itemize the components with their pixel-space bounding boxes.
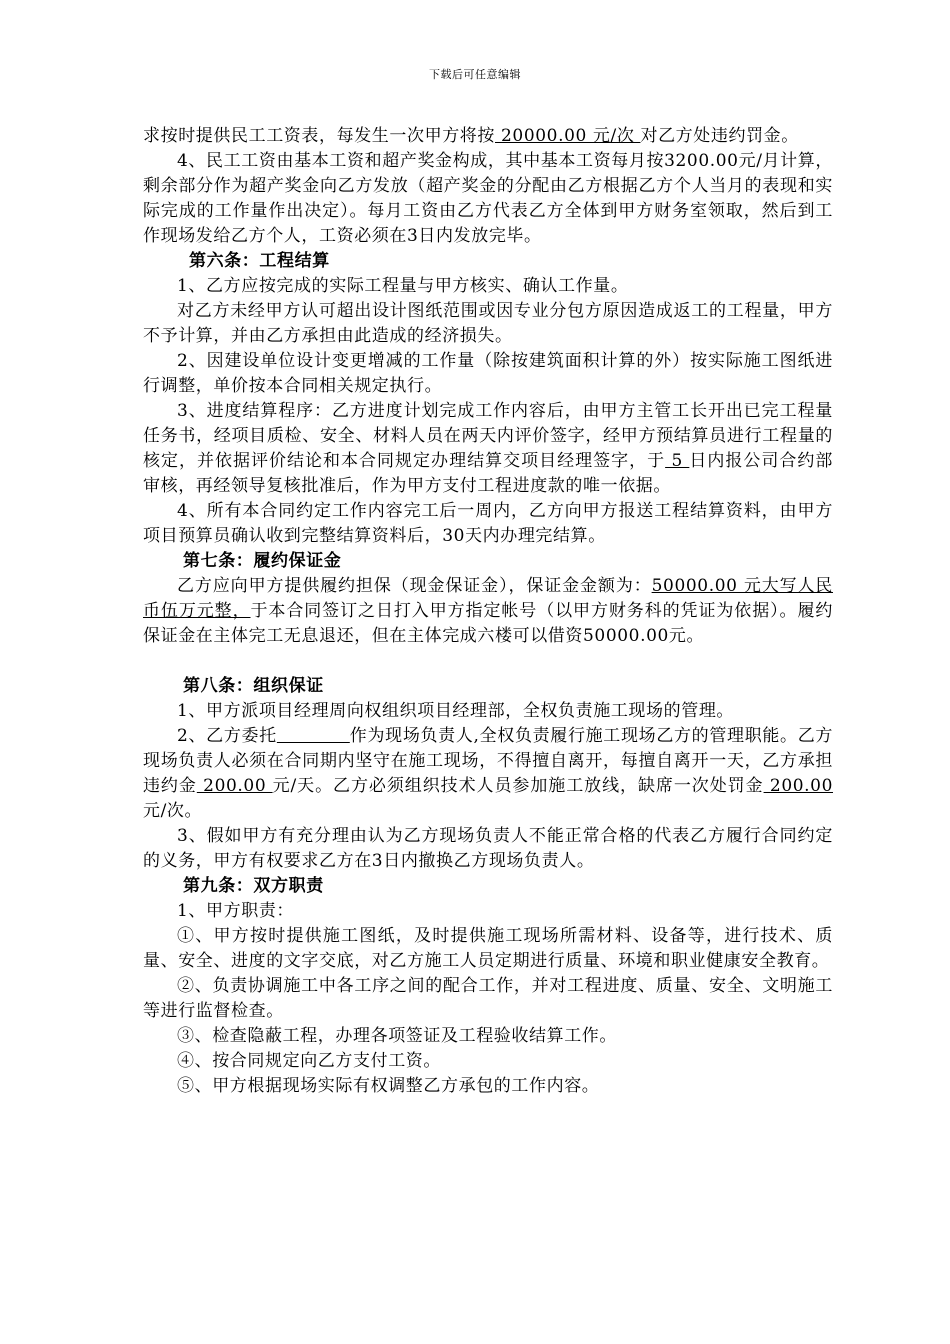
- page-header: 下载后可任意编辑: [429, 68, 521, 81]
- document-body: [143, 124, 833, 1099]
- paragraph: ⑤、甲方根据现场实际有权调整乙方承包的工作内容。: [177, 1076, 600, 1096]
- paragraph-wages: 4、民工工资由基本工资和超产奖金构成，其中基本工资每月按3200.00元/月计算，剩余部分作为超产奖金向乙方发放（超产奖金的分配由乙方根据乙方个人当月的表现和实际完成的工作量作出决定）。每月工资由乙方代表乙方全体到甲方财务室领取，然后到工作现场发给乙方个人，工资必须在3日内发放完毕。: [143, 151, 833, 246]
- paragraph: [143, 724, 833, 824]
- paragraph: ④、按合同规定向乙方支付工资。: [177, 1051, 441, 1071]
- paragraph: 4、所有本合同约定工作内容完工后一周内，乙方向甲方报送工程结算资料，由甲方项目预算员确认收到完整结算资料后，30天内办理完结算。: [143, 501, 833, 546]
- section-title-9: 第九条：双方职责: [183, 876, 324, 896]
- underlined-amount: 20000.00 元/次: [495, 126, 641, 146]
- text: 乙方应向甲方提供履约担保（现金保证金），保证金金额为：: [177, 576, 652, 596]
- text: 2、乙方委托: [177, 726, 277, 746]
- paragraph: 1、甲方派项目经理周向权组织项目经理部，全权负责施工现场的管理。: [177, 701, 735, 721]
- paragraph-penalty: [143, 124, 833, 149]
- paragraph: 1、甲方职责：: [177, 901, 295, 921]
- section-title-8: 第八条：组织保证: [183, 676, 324, 696]
- text: 对乙方处违约罚金。: [640, 126, 799, 146]
- underlined-amount: 50000.00 元大写人民币伍万元整，: [143, 576, 833, 621]
- paragraph: 3、假如甲方有充分理由认为乙方现场负责人不能正常合格的代表乙方履行合同约定的义务，甲方有权要求乙方在3日内撤换乙方现场负责人。: [143, 826, 833, 871]
- paragraph: ②、负责协调施工中各工序之间的配合工作，并对工程进度、质量、安全、文明施工等进行监督检查。: [143, 976, 833, 1021]
- underlined-blank: [277, 726, 350, 746]
- text: 日内报公司合约部审核，再经领导复核批准后，作为甲方支付工程进度款的唯一依据。: [143, 451, 833, 496]
- underlined-amount: 200.00: [763, 776, 833, 796]
- underlined-amount: 200.00: [196, 776, 273, 796]
- text: 作为现场负责人,全权负责履行施工现场乙方的管理职能。乙方现场负责人必须在合同期内坚守在施工现场，不得擅自离开，每擅自离开一天，乙方承担违约金: [143, 726, 833, 796]
- paragraph: 对乙方未经甲方认可超出设计图纸范围或因专业分包方原因造成返工的工程量，甲方不予计算，并由乙方承担由此造成的经济损失。: [143, 301, 833, 346]
- underlined-days: 5: [665, 451, 690, 471]
- paragraph: 1、乙方应按完成的实际工程量与甲方核实、确认工作量。: [177, 276, 629, 296]
- paragraph: ①、甲方按时提供施工图纸，及时提供施工现场所需材料、设备等，进行技术、质量、安全、进度的文字交底，对乙方施工人员定期进行质量、环境和职业健康安全教育。: [143, 926, 833, 971]
- blank-line: [143, 649, 833, 674]
- paragraph: [143, 399, 833, 499]
- paragraph: ③、检查隐蔽工程，办理各项签证及工程验收结算工作。: [177, 1026, 617, 1046]
- text: 3、进度结算程序：乙方进度计划完成工作内容后，由甲方主管工长开出已完工程量任务书，经项目质检、安全、材料人员在两天内评价签字，经甲方预结算员进行工程量的核定，并依据评价结论和本合同规定办理结算交项目经理签字，于: [143, 401, 833, 471]
- section-title-7: 第七条：履约保证金: [183, 551, 342, 571]
- text: 于本合同签订之日打入甲方指定帐号（以甲方财务科的凭证为依据）。履约保证金在主体完工无息退还，但在主体完成六楼可以借资50000.00元。: [143, 601, 833, 646]
- text: 求按时提供民工工资表，每发生一次甲方将按: [143, 126, 495, 146]
- section-title-6: 第六条：工程结算: [189, 251, 330, 271]
- paragraph: 2、因建设单位设计变更增减的工作量（除按建筑面积计算的外）按实际施工图纸进行调整，单价按本合同相关规定执行。: [143, 351, 833, 396]
- text: 元/次。: [143, 801, 203, 821]
- paragraph: [143, 574, 833, 649]
- text: 元/天。乙方必须组织技术人员参加施工放线，缺席一次处罚金: [272, 776, 764, 796]
